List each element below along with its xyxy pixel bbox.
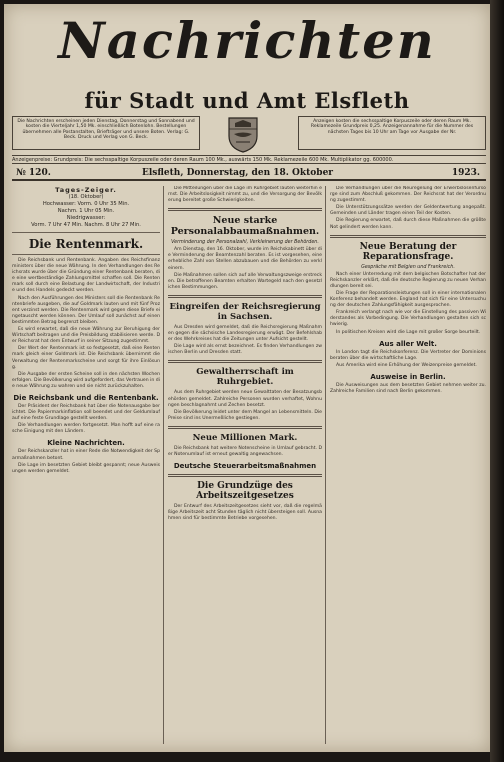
article-paragraph: Aus Dresden wird gemeldet, daß die Reichsregierung Maßnahmen gegen die sächsische Landesregierung erwägt. Der Befehlshaber des Wehrkreises hat die Zeitungen unter Aufsicht gestellt. bbox=[168, 324, 322, 343]
section-subheading: Die Reichsbank und die Rentenbank. bbox=[13, 393, 159, 402]
article-headline: Neue Millionen Mark. bbox=[192, 432, 298, 443]
article-paragraph: Es wird erwartet, daß die neue Währung zur Beruhigung der Wirtschaft beitragen und die Preisbildung stabilisieren werde. Der Reichsrat hat dem Entwurf in seiner Sitzung zugestimmt. bbox=[12, 327, 160, 345]
book-binding-edge bbox=[490, 0, 504, 762]
ad-rates-line: Anzeigenpreise: Grundpreis: Die sechsspaltige Korpuszeile oder deren Raum 100 Mk., auswärts 150 Mk. Reklamezeile 600 Mk. Multiplikator gg. 600000. bbox=[12, 155, 486, 164]
section-subheading: Aus aller Welt. bbox=[379, 339, 437, 348]
article-paragraph: Der Entwurf des Arbeitszeitgesetzes sieht vor, daß die regelmäßige Arbeitszeit acht Stunden täglich nicht übersteigen soll. Ausnahmen sind für bestimmte Betriebe vorgesehen. bbox=[168, 504, 322, 522]
section-subheading: Kleine Nachrichten. bbox=[47, 439, 125, 448]
article-headline: Neue starke Personalabbaumaßnahmen. bbox=[170, 215, 320, 238]
article-paragraph: Die Reichsbank und Rentenbank. Angaben des Reichsfinanzministers über die neue Währung. In den Verhandlungen des Reichsrats wurde über die Gründung einer Rentenbank beraten, die eine wertbeständige Zahlungsmittel schaffen soll. Die Rentenmark soll durch eine Belastung der Landwirtschaft, der Industrie und des Handels gedeckt werden. bbox=[12, 258, 160, 294]
column-2 bbox=[168, 186, 326, 744]
article-kicker: Verminderung der Personalzahl, Verkleinerung der Behörden. bbox=[171, 240, 319, 246]
article-paragraph: In politischen Kreisen wird die Lage mit großer Sorge beurteilt. bbox=[336, 329, 481, 335]
article-paragraph: Am Dienstag, den 16. Oktober, wurde im Reichskabinett über die Verminderung der Beamtenzahl beraten. Es ist vorgesehen, eine erhebliche Zahl von Stellen abzubauen und die Behörden zu verkleinern. bbox=[168, 247, 322, 271]
article-paragraph: Die Mitteilungen über die Lage im Ruhrgebiet lauten weiterhin ernst. Die Arbeitslosigkeit nimmt zu, und die Versorgung der Bevölkerung bereitet große Schwierigkeiten. bbox=[168, 186, 322, 204]
article-paragraph: Die Bevölkerung leidet unter dem Mangel an Lebensmitteln. Die Preise sind ins Unermeßliche gestiegen. bbox=[168, 409, 322, 421]
article-paragraph: Die Ausweisungen aus dem besetzten Gebiet nehmen weiter zu. Zahlreiche Familien sind nach Berlin gekommen. bbox=[330, 382, 486, 394]
tide-date: (18. Oktober) bbox=[68, 194, 104, 200]
advertising-info: Anzeigen kosten die sechsspaltige Korpuszeile oder deren Raum Mk. Reklamezeile Grundpreis 0,25. Anzeigenannahme für die Nummer des nächsten Tages bis 10 Uhr am Tage vor Ausgabe der Nr. bbox=[298, 116, 486, 150]
article-paragraph: Die Frage der Reparationsleistungen soll in einer internationalen Konferenz behandelt werden. England hat sich für eine Untersuchung der deutschen Zahlungsfähigkeit ausgesprochen. bbox=[330, 290, 486, 309]
newspaper-page bbox=[4, 4, 490, 752]
article-paragraph: Nach den Ausführungen des Ministers soll die Rentenbank Rentenbriefe ausgeben, die auf Goldmark lauten und mit fünf Prozent verzinst werden. Die Rentenmark wird gegen diese Briefe eingetauscht werden können. Der Umlauf soll zunächst auf einen bestimmten Betrag begrenzt bleiben. bbox=[12, 295, 160, 325]
article-paragraph: Die Ausgabe der ersten Scheine soll in den nächsten Wochen erfolgen. Die Bevölkerung wird aufgefordert, das Vertrauen in die neue Währung zu wahren und sie nicht zurückzuhalten. bbox=[12, 371, 160, 389]
article-paragraph: Aus dem Ruhrgebiet werden neue Gewalttaten der Besatzungsbehörden gemeldet. Zahlreiche Personen wurden verhaftet, Wohnungen beschlagnahmt und Zechen besetzt. bbox=[168, 390, 322, 408]
article-paragraph: Nach einer Unterredung mit dem belgischen Botschafter hat der Reichskanzler erklärt, daß die deutsche Regierung zu neuen Verhandlungen bereit sei. bbox=[330, 271, 486, 289]
masthead-title: Nachrichten bbox=[58, 11, 436, 70]
article-paragraph: Die Unterstützungssätze werden der Geldentwertung angepaßt. Gemeinden und Länder tragen einen Teil der Kosten. bbox=[330, 205, 486, 217]
issue-number: № 120. bbox=[16, 168, 51, 178]
article-paragraph: Der Präsident der Reichsbank hat über die Notenausgabe berichtet. Die Papiermarkinflation soll beendet und der Geldumlauf auf eine feste Grundlage gestellt werden. bbox=[12, 403, 160, 422]
article-headline: Die Rentenmark. bbox=[28, 237, 144, 251]
article-kicker: Gespräche mit Belgien und Frankreich. bbox=[361, 264, 455, 270]
dateline bbox=[12, 167, 486, 181]
article-paragraph: In London tagt die Reichskonferenz. Die Vertreter der Dominions beraten über die wirtschaftliche Lage. bbox=[330, 349, 486, 361]
article-headline: Neue Beratung der Reparationsfrage. bbox=[359, 241, 457, 262]
tide-line: Nachm. 1 Uhr 05 Min. bbox=[57, 208, 115, 214]
article-paragraph: Die Verhandlungen werden fortgesetzt. Man hofft auf eine rasche Einigung mit den Ländern. bbox=[12, 423, 160, 435]
article-paragraph: Die Verhandlungen über die Neuregelung der Erwerbslosenfürsorge sind zum Abschluß gekommen. Der Reichsrat hat der Verordnung zugestimmt. bbox=[330, 186, 486, 204]
masthead bbox=[12, 11, 482, 74]
issue-year: 1923. bbox=[451, 168, 480, 178]
section-subheading: Ausweise in Berlin. bbox=[370, 372, 446, 381]
column-1 bbox=[12, 186, 164, 744]
coat-of-arms-icon bbox=[226, 114, 260, 154]
tide-table bbox=[12, 186, 160, 233]
tide-heading: Tages-Zeiger. bbox=[55, 186, 117, 194]
tide-line: Niedrigwasser: bbox=[66, 215, 106, 221]
article-paragraph: Die Lage wird als ernst bezeichnet. Es finden Verhandlungen zwischen Berlin und Dresden statt. bbox=[168, 344, 322, 356]
article-paragraph: Der Wert der Rentenmark ist so festgesetzt, daß eine Rentenmark gleich einer Goldmark ist. Die Reichsbank übernimmt die Verwaltung der Rentenmarkscheine und sorgt für ihre Einlösung. bbox=[12, 346, 160, 370]
article-paragraph: Aus Amerika wird eine Erhöhung der Weizenpreise gemeldet. bbox=[336, 362, 477, 368]
article-headline: Eingreifen der Reichsregierung in Sachsen. bbox=[169, 301, 321, 322]
subscription-info: Die Nachrichten erscheinen jeden Dienstag, Donnerstag und Sonnabend und kosten die Vierteljahr 1,50 Mk. einschließlich Botenlohn. Bestellungen übernehmen alle Postanstalten, Briefträger und unsere Boten. Verlag: G. Beck. Druck und Verlag von G. Beck. bbox=[12, 116, 200, 150]
article-paragraph: Frankreich verlangt nach wie vor die Einstellung des passiven Widerstandes als Vorbedingung. Die Verhandlungen gestalten sich schwierig. bbox=[330, 310, 486, 328]
tide-line: Hochwasser: Vorm. 0 Uhr 35 Min. bbox=[42, 201, 130, 207]
article-headline: Die Grundzüge des Arbeitszeitgesetzes bbox=[196, 481, 294, 502]
column-3 bbox=[330, 186, 486, 744]
masthead-subtitle: für Stadt und Amt Elsfleth bbox=[84, 88, 410, 113]
article-headline: Gewaltherrschaft im Ruhrgebiet. bbox=[196, 367, 294, 388]
article-paragraph: Die Maßnahmen sollen sich auf alle Verwaltungszweige erstrecken. Die betroffenen Beamten erhalten Wartegeld nach den gesetzlichen Bestimmungen. bbox=[168, 272, 322, 290]
tide-line: Vorm. 7 Uhr 47 Min. Nachm. 8 Uhr 27 Min. bbox=[31, 222, 141, 228]
section-subheading: Deutsche Steuerarbeitsmaßnahmen bbox=[173, 462, 317, 471]
article-paragraph: Die Reichsbank hat weitere Notenscheine in Umlauf gebracht. Der Notenumlauf ist erneut gewaltig angewachsen. bbox=[168, 445, 322, 457]
article-paragraph: Die Lage im besetzten Gebiet bleibt gespannt; neue Ausweisungen werden gemeldet. bbox=[12, 462, 160, 474]
article-paragraph: Der Reichskanzler hat in einer Rede die Notwendigkeit der Sparmaßnahmen betont. bbox=[12, 449, 160, 461]
place-date: Elsfleth, Donnerstag, den 18. Oktober bbox=[142, 168, 334, 178]
article-paragraph: Die Regierung erwartet, daß durch diese Maßnahmen die größte Not gelindert werden kann. bbox=[330, 218, 486, 230]
